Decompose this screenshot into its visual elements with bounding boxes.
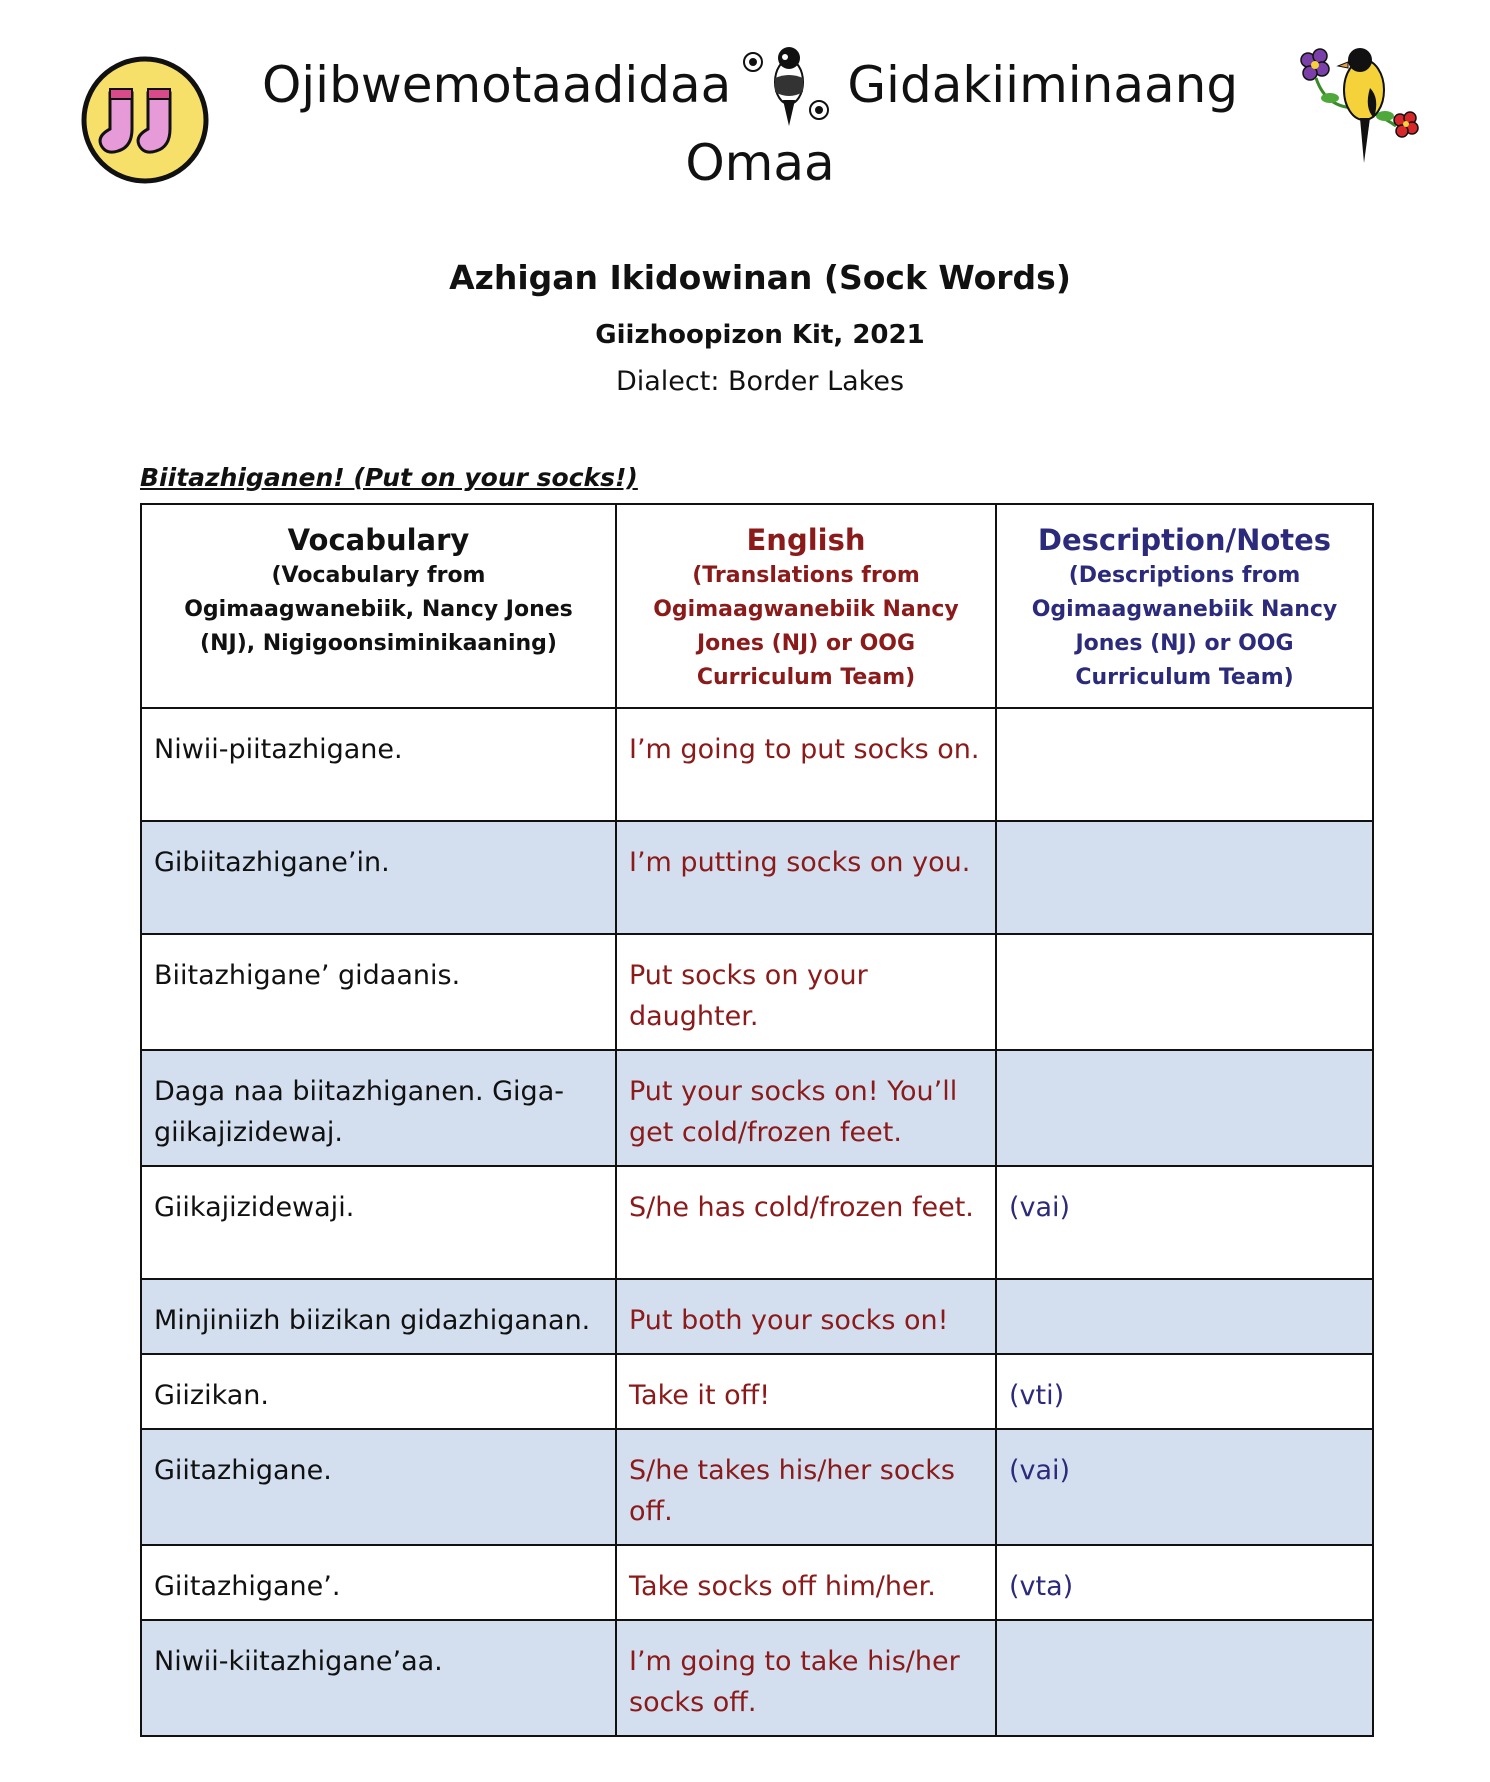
cell-notes: (vta) xyxy=(996,1545,1373,1620)
table-row xyxy=(141,1354,1373,1429)
title-part2: Gidakiiminaang xyxy=(847,56,1239,114)
header-vocabulary-source: (Vocabulary from Ogimaagwanebiik, Nancy Jones (NJ), Nigigoonsiminikaaning) xyxy=(184,563,573,656)
vocabulary-table xyxy=(140,503,1374,1737)
cell-vocab: Giizikan. xyxy=(141,1354,616,1429)
table-row xyxy=(141,1620,1373,1736)
header-english xyxy=(616,504,996,708)
cell-vocab: Biitazhigane’ gidaanis. xyxy=(141,934,616,1050)
header-english-label: English xyxy=(746,523,866,557)
header-title-line2: Omaa xyxy=(685,134,835,192)
cell-english: Put both your socks on! xyxy=(616,1279,996,1354)
table-row xyxy=(141,1050,1373,1166)
header-notes-label: Description/Notes xyxy=(1037,523,1332,557)
cell-notes xyxy=(996,934,1373,1050)
page-header xyxy=(0,0,1490,210)
cell-vocab: Daga naa biitazhiganen. Giga-giikajizidewaj. xyxy=(141,1050,616,1166)
cell-notes xyxy=(996,708,1373,821)
header-notes xyxy=(996,504,1373,708)
cell-vocab: Minjiniizh biizikan gidazhiganan. xyxy=(141,1279,616,1354)
cell-vocab: Niwii-piitazhigane. xyxy=(141,708,616,821)
goldfinch-flowers-icon xyxy=(1290,38,1430,168)
kit-subtitle: Giizhoopizon Kit, 2021 xyxy=(595,320,925,350)
title-part1: Ojibwemotaadidaa xyxy=(261,56,732,114)
cell-english: S/he has cold/frozen feet. xyxy=(616,1166,996,1279)
section-heading: Biitazhiganen! (Put on your socks!) xyxy=(140,463,638,492)
cell-english: I’m going to put socks on. xyxy=(616,708,996,821)
header-notes-source: (Descriptions from Ogimaagwanebiik Nancy Jones (NJ) or OOG Curriculum Team) xyxy=(1031,563,1338,690)
cell-english: Take socks off him/her. xyxy=(616,1545,996,1620)
cell-english: I’m putting socks on you. xyxy=(616,821,996,934)
cell-vocab: Giitazhigane. xyxy=(141,1429,616,1545)
cell-notes xyxy=(996,821,1373,934)
cell-notes xyxy=(996,1620,1373,1736)
cell-notes: (vai) xyxy=(996,1429,1373,1545)
cell-english: S/he takes his/her socks off. xyxy=(616,1429,996,1545)
cell-english: Take it off! xyxy=(616,1354,996,1429)
cell-english: I’m going to take his/her socks off. xyxy=(616,1620,996,1736)
header-vocabulary-label: Vocabulary xyxy=(287,523,470,557)
table-row xyxy=(141,708,1373,821)
chickadee-icon xyxy=(739,40,839,130)
cell-notes: (vti) xyxy=(996,1354,1373,1429)
table-row xyxy=(141,1166,1373,1279)
cell-notes xyxy=(996,1050,1373,1166)
cell-notes xyxy=(996,1279,1373,1354)
cell-notes: (vai) xyxy=(996,1166,1373,1279)
cell-vocab: Giikajizidewaji. xyxy=(141,1166,616,1279)
table-row xyxy=(141,1279,1373,1354)
cell-english: Put your socks on! You’ll get cold/frozen feet. xyxy=(616,1050,996,1166)
header-vocabulary xyxy=(141,504,616,708)
cell-vocab: Niwii-kiitazhigane’aa. xyxy=(141,1620,616,1736)
document-title: Azhigan Ikidowinan (Sock Words) xyxy=(449,258,1071,297)
table-row xyxy=(141,821,1373,934)
table-header-row xyxy=(141,504,1373,708)
table-row xyxy=(141,934,1373,1050)
table-row xyxy=(141,1545,1373,1620)
header-title-line1 xyxy=(250,50,1250,120)
cell-english: Put socks on your daughter. xyxy=(616,934,996,1050)
cell-vocab: Giitazhigane’. xyxy=(141,1545,616,1620)
header-english-source: (Translations from Ogimaagwanebiik Nancy Jones (NJ) or OOG Curriculum Team) xyxy=(653,563,959,690)
table-row xyxy=(141,1429,1373,1545)
cell-vocab: Gibiitazhigane’in. xyxy=(141,821,616,934)
dialect-line: Dialect: Border Lakes xyxy=(615,366,905,397)
